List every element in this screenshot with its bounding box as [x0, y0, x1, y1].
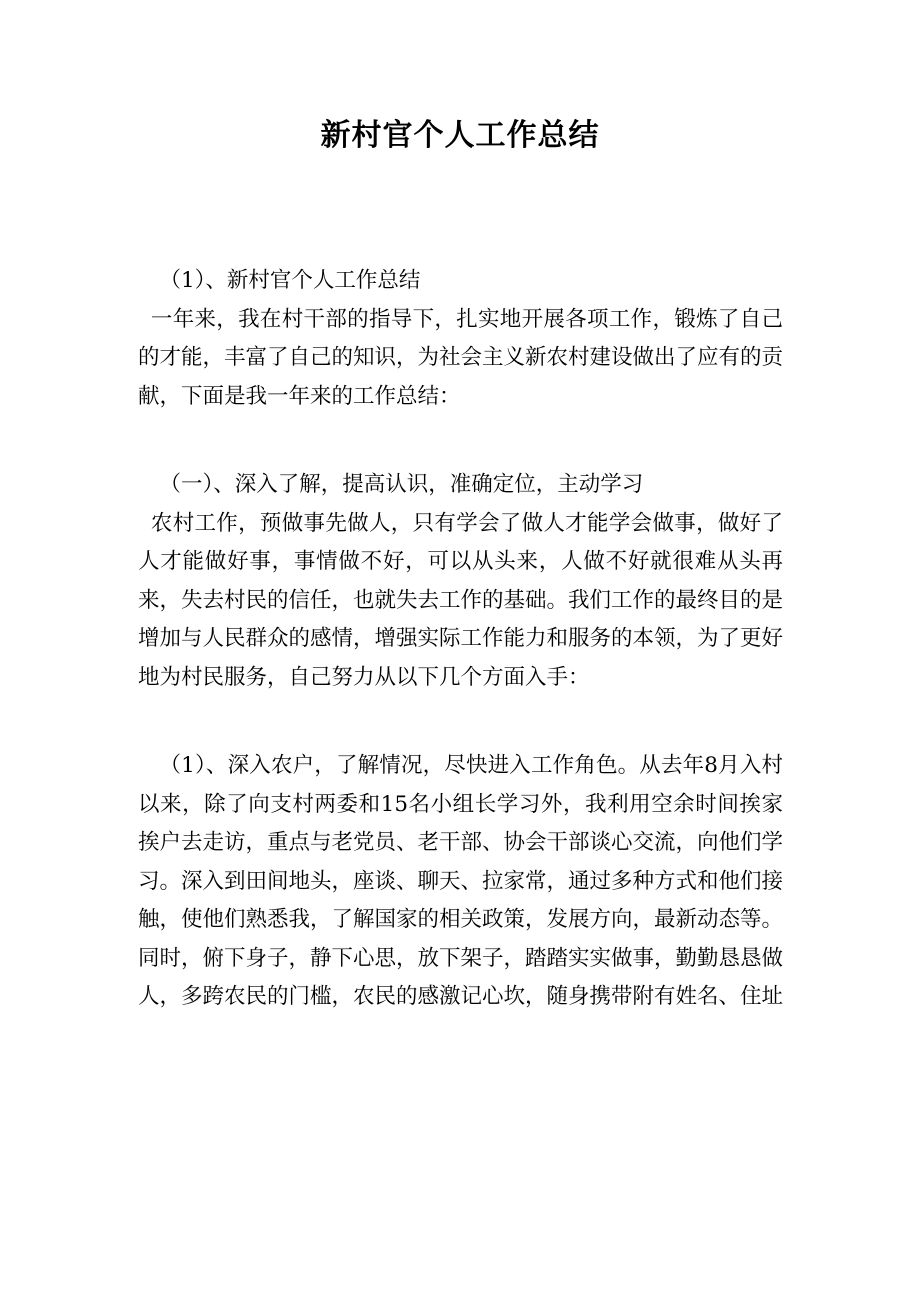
document-title: 新村官个人工作总结	[320, 118, 600, 153]
body-paragraph-1: 农村工作，预做事先做人，只有学会了做人才能学会做事，做好了人才能做好事，事情做不好，可以从头来，人做不好就很难从头再来，失去村民的信任，也就失去工作的基础。我们工作的最终目的是增加与人民群众的感情，增强实际工作能力和服务的本领，为了更好地为村民服务，自己努力从以下几个方面入手：	[138, 510, 784, 690]
section-heading-2: （一）、深入了解，提高认识，准确定位，主动学习	[159, 472, 644, 497]
intro-paragraph: 一年来，我在村干部的指导下，扎实地开展各项工作，锻炼了自己的才能，丰富了自己的知识，为社会主义新农村建设做出了应有的贡献，下面是我一年来的工作总结：	[138, 306, 784, 409]
body-paragraph-2: （1）、深入农户，了解情况，尽快进入工作角色。从去年8月入村以来，除了向支村两委和15名小组长学习外，我利用空余时间挨家挨户去走访，重点与老党员、老干部、协会干部谈心交流，向他们学习。深入到田间地头，座谈、聊天、拉家常，通过多种方式和他们接触，使他们熟悉我，了解国家的相关政策，发展方向，最新动态等。同时，俯下身子，静下心思，放下架子，踏踏实实做事，勤勤恳恳做人，多跨农民的门槛，农民的感激记心坎，随身携带附有姓名、住址	[138, 753, 784, 1009]
section-heading-1: （1）、新村官个人工作总结	[159, 268, 421, 293]
paragraph-gap	[138, 416, 783, 466]
document-body	[138, 262, 783, 1017]
paragraph-gap	[138, 697, 783, 747]
